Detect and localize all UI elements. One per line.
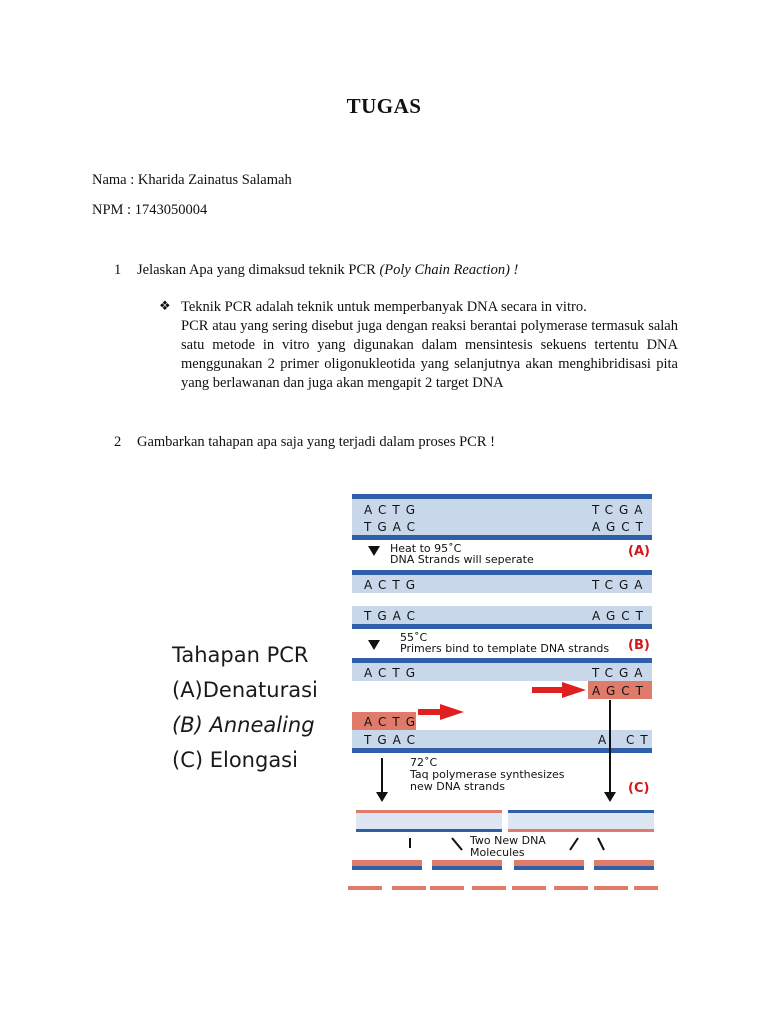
svg-text:ACTG: ACTG xyxy=(364,715,422,729)
answer-1 xyxy=(181,298,678,393)
pcr-stage-legend xyxy=(172,638,318,778)
question-1-italic: (Poly Chain Reaction) ! xyxy=(379,262,519,278)
two-new-dna-2: Molecules xyxy=(470,846,525,859)
pcr-diagram xyxy=(342,488,660,900)
dna-double-strand-original xyxy=(352,494,652,540)
separated-strand-bottom xyxy=(352,606,652,629)
arrow-down-icon xyxy=(368,640,380,650)
two-new-dna-1: Two New DNA xyxy=(470,834,546,847)
seq-top-right: TCGA xyxy=(592,503,649,517)
seq-bot-right: AGCT xyxy=(592,520,650,534)
question-2-text: Gambarkan tahapan apa saja yang terjadi dalam proses PCR ! xyxy=(137,434,495,450)
arrow-down-icon xyxy=(368,546,380,556)
arrow-down-icon xyxy=(604,792,616,802)
annealing-strand-top xyxy=(352,658,652,699)
student-npm: NPM : 1743050004 xyxy=(92,202,208,218)
answer-1-line-1: Teknik PCR adalah teknik untuk memperbanyak DNA secara in vitro. xyxy=(181,299,587,315)
legend-stage-c: (C) Elongasi xyxy=(172,748,298,772)
answer-1-paragraph: PCR atau yang sering disebut juga dengan reaksi berantai polymerase termasuk salah satu metode in vitro yang digunakan dalam mensintesis sekuens tertentu DNA menggunakan 2 primer oligonukleotida yang selanjutnya akan menghibridisasi pita yang berlawanan dan juga akan mengapit 2 target DNA xyxy=(181,318,678,391)
annealing-strand-bottom xyxy=(352,704,654,753)
legend-stage-b: (B) Annealing xyxy=(172,713,315,737)
step-b-desc: Primers bind to template DNA strands xyxy=(400,642,610,655)
svg-text:TGAC: TGAC xyxy=(364,609,422,623)
svg-text:ACTG: ACTG xyxy=(364,666,422,680)
svg-text:A: A xyxy=(598,733,607,747)
new-dna-molecule-1 xyxy=(356,810,502,832)
student-name: Nama : Kharida Zainatus Salamah xyxy=(92,172,292,188)
svg-text:AGCT: AGCT xyxy=(592,684,650,698)
svg-text:AGCT: AGCT xyxy=(592,609,650,623)
primer-direction-arrow-right xyxy=(418,704,464,720)
question-1-number: 1 xyxy=(114,262,122,278)
legend-stage-a: (A)Denaturasi xyxy=(172,678,318,702)
amplified-molecules-row xyxy=(348,860,658,890)
svg-text:TCGA: TCGA xyxy=(592,666,649,680)
new-dna-molecule-2 xyxy=(508,810,654,832)
step-c-desc-2: new DNA strands xyxy=(410,780,505,793)
question-2-number: 2 xyxy=(114,434,122,450)
label-c: (C) xyxy=(628,781,650,796)
seq-top-left: ACTG xyxy=(364,503,422,517)
label-b: (B) xyxy=(628,638,650,653)
step-c-temp: 72˚C xyxy=(410,756,438,769)
step-c-desc-1: Taq polymerase synthesizes xyxy=(410,768,565,781)
legend-heading: Tahapan PCR xyxy=(172,643,309,667)
diamond-bullet-icon: ❖ xyxy=(159,298,171,313)
label-a: (A) xyxy=(628,544,650,559)
svg-text:CT: CT xyxy=(626,733,654,747)
question-1-text xyxy=(137,262,518,279)
separated-strand-top xyxy=(352,570,652,593)
svg-text:ACTG: ACTG xyxy=(364,578,422,592)
seq-bot-left: TGAC xyxy=(364,520,422,534)
step-b-temp: 55˚C xyxy=(400,631,428,644)
step-a-temp: Heat to 95˚C xyxy=(390,542,462,555)
document-title: TUGAS xyxy=(346,94,422,118)
svg-text:TCGA: TCGA xyxy=(592,578,649,592)
question-1-main: Jelaskan Apa yang dimaksud teknik PCR xyxy=(137,262,380,278)
step-a-desc: DNA Strands will seperate xyxy=(390,553,534,566)
primer-direction-arrow-left xyxy=(532,682,586,698)
svg-text:TGAC: TGAC xyxy=(364,733,422,747)
arrow-down-icon xyxy=(376,792,388,802)
